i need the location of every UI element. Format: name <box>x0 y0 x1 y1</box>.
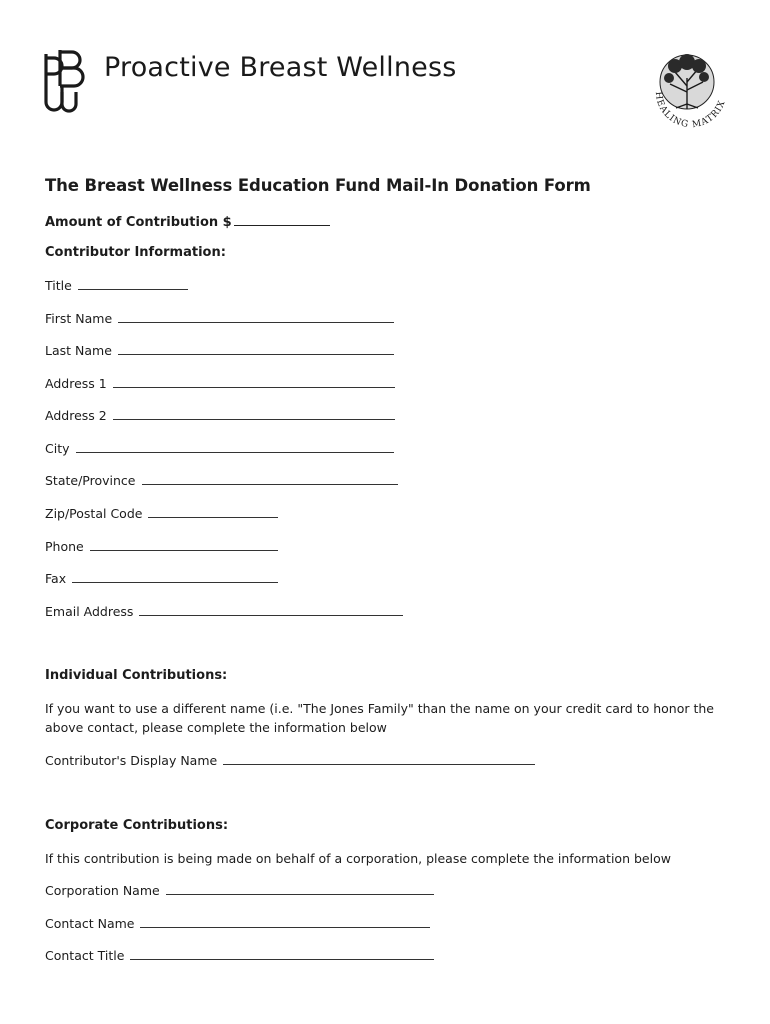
fax-label: Fax <box>45 571 67 586</box>
state-label: State/Province <box>45 473 136 488</box>
page-header <box>0 0 770 150</box>
contact-title-field[interactable] <box>45 948 434 963</box>
corporate-instructions: If this contribution is being made on behalf of a corporation, please complete the information below <box>45 851 671 866</box>
pbw-monogram-icon <box>42 46 94 114</box>
amount-field[interactable] <box>45 212 330 230</box>
state-line[interactable] <box>142 473 398 485</box>
title-field[interactable] <box>45 278 188 293</box>
address2-label: Address 2 <box>45 408 107 423</box>
first-name-field[interactable] <box>45 311 394 326</box>
first-name-label: First Name <box>45 311 113 326</box>
contact-name-label: Contact Name <box>45 916 135 931</box>
zip-line[interactable] <box>148 506 278 518</box>
form-title: The Breast Wellness Education Fund Mail-In Donation Form <box>45 176 591 195</box>
address1-field[interactable] <box>45 376 395 391</box>
individual-heading: Individual Contributions: <box>45 668 228 683</box>
display-name-label: Contributor's Display Name <box>45 753 218 768</box>
healing-matrix-seal-icon <box>640 42 734 136</box>
display-name-field[interactable] <box>45 753 535 768</box>
title-label: Title <box>45 278 72 293</box>
zip-field[interactable] <box>45 506 278 521</box>
amount-underline[interactable] <box>234 212 330 226</box>
contact-name-field[interactable] <box>45 916 430 931</box>
brand-name: Proactive Breast Wellness <box>104 52 457 83</box>
city-label: City <box>45 441 70 456</box>
corporate-heading: Corporate Contributions: <box>45 818 229 833</box>
corporation-name-line[interactable] <box>166 883 434 895</box>
last-name-label: Last Name <box>45 343 112 358</box>
contact-title-label: Contact Title <box>45 948 125 963</box>
zip-label: Zip/Postal Code <box>45 506 143 521</box>
contact-title-line[interactable] <box>130 948 434 960</box>
phone-label: Phone <box>45 539 84 554</box>
display-name-line[interactable] <box>223 753 535 765</box>
email-line[interactable] <box>139 604 403 616</box>
first-name-line[interactable] <box>118 311 394 323</box>
address2-line[interactable] <box>113 408 395 420</box>
contact-name-line[interactable] <box>140 916 430 928</box>
address2-field[interactable] <box>45 408 395 423</box>
corporation-name-field[interactable] <box>45 883 434 898</box>
email-label: Email Address <box>45 604 134 619</box>
corporation-name-label: Corporation Name <box>45 883 160 898</box>
email-field[interactable] <box>45 604 403 619</box>
city-line[interactable] <box>76 441 394 453</box>
fax-field[interactable] <box>45 571 278 586</box>
amount-label: Amount of Contribution $ <box>45 215 232 230</box>
last-name-line[interactable] <box>118 343 394 355</box>
city-field[interactable] <box>45 441 394 456</box>
phone-field[interactable] <box>45 539 278 554</box>
state-field[interactable] <box>45 473 398 488</box>
individual-instructions: If you want to use a different name (i.e. "The Jones Family" than the name on your credit card to honor the above contact, please complete the information below <box>45 701 715 735</box>
title-line[interactable] <box>78 278 188 290</box>
last-name-field[interactable] <box>45 343 394 358</box>
address1-line[interactable] <box>113 376 395 388</box>
contributor-heading: Contributor Information: <box>45 245 226 260</box>
fax-line[interactable] <box>72 571 278 583</box>
phone-line[interactable] <box>90 539 278 551</box>
address1-label: Address 1 <box>45 376 107 391</box>
seal-text: HEALING MATRIX <box>652 91 728 131</box>
